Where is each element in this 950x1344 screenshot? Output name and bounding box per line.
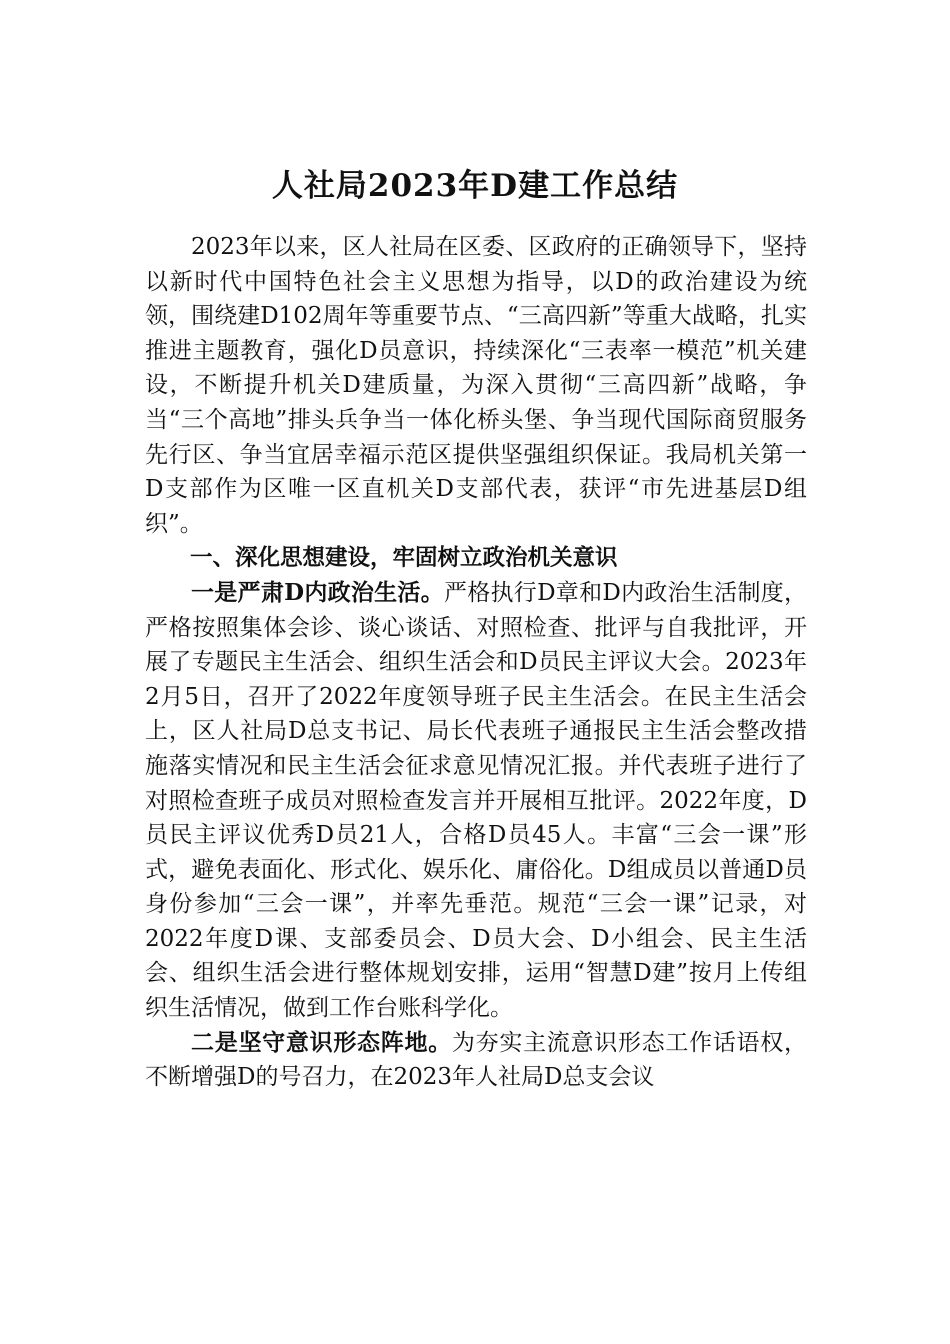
paragraph-lead: 二是坚守意识形态阵地。: [191, 1028, 452, 1056]
paragraph-text: 为夯实主流意识形态工作话语权，不断增强D的号召力，在2023年人社局D总支会议: [145, 1029, 808, 1091]
document-body: [145, 230, 807, 1095]
paragraph-lead: 一是严肃D内政治生活。: [191, 578, 444, 606]
section-heading: 一、深化思想建设，牢固树立政治机关意识: [190, 545, 618, 572]
intro-paragraph: 2023年以来，区人社局在区委、区政府的正确领导下，坚持以新时代中国特色社会主义思想为指导，以D的政治建设为统领，围绕建D102周年等重要节点、“三高四新”等重大战略，扎实推进主题教育，强化D员意识，持续深化“三表率一模范”机关建设，不断提升机关D建质量，为深入贯彻“三高四新”战略，争当“三个高地”排头兵争当一体化桥头堡、争当现代国际商贸服务先行区、争当宜居幸福示范区提供坚强组织保证。我局机关第一D支部作为区唯一区直机关D支部代表，获评“市先进基层D组织”。: [145, 234, 807, 537]
paragraph-text: 严格执行D章和D内政治生活制度，严格按照集体会诊、谈心谈话、对照检查、批评与自我批评，开展了专题民主生活会、组织生活会和D员民主评议大会。2023年2月5日，召开了2022年度领导班子民主生活会。在民主生活会上，区人社局D总支书记、局长代表班子通报民主生活会整改措施落实情况和民主生活会征求意见情况汇报。并代表班子进行了对照检查班子成员对照检查发言并开展相互批评。2022年度，D员民主评议优秀D员21人，合格D员45人。丰富“三会一课”形式，避免表面化、形式化、娱乐化、庸俗化。D组成员以普通D员身份参加“三会一课”，并率先垂范。规范“三会一课”记录，对2022年度D课、支部委员会、D员大会、D小组会、民主生活会、组织生活会进行整体规划安排，运用“智慧D建”按月上传组织生活情况，做到工作台账科学化。: [145, 579, 807, 1022]
body-paragraph-2: [145, 1026, 807, 1095]
document-title: 人社局2023年D建工作总结: [271, 168, 679, 204]
body-paragraph-1: [145, 576, 807, 1026]
